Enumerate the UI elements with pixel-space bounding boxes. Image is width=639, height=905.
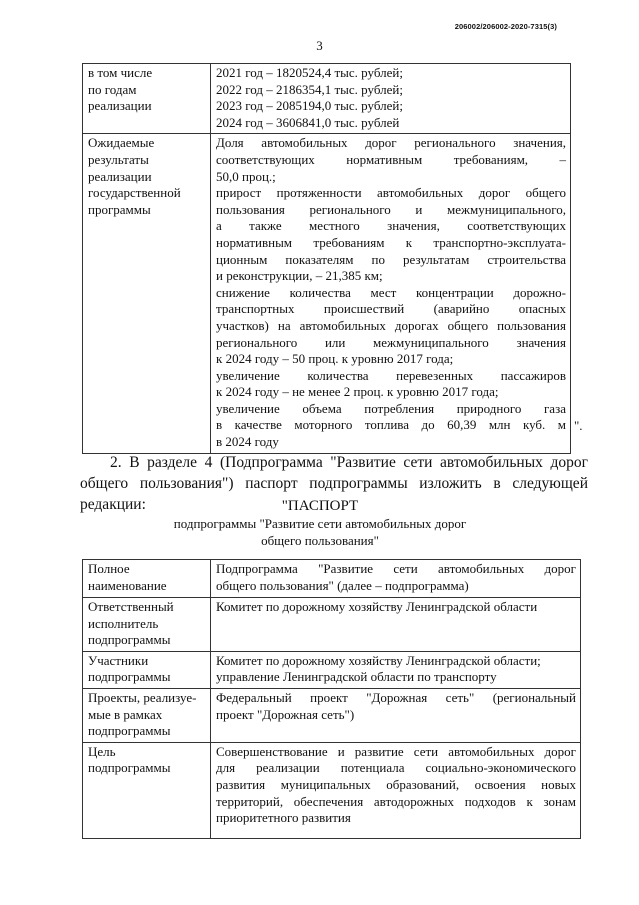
subprogram-passport-table (82, 559, 581, 839)
passport-title (60, 497, 580, 549)
row-label-cell (83, 560, 211, 598)
value-line: управление Ленинградской области по транспорту (216, 669, 497, 685)
label-line: подпрограммы (88, 760, 171, 776)
label-line: реализации (88, 98, 152, 114)
table-row (83, 598, 581, 652)
value-line: Федеральный проект "Дорожная сеть" (региональный (216, 689, 576, 705)
label-line: программы (88, 201, 151, 217)
value-line: увеличение количества перевезенных пассажиров (216, 367, 566, 383)
label-line: подпрограммы (88, 632, 171, 648)
value-line: в качестве моторного топлива до 60,39 млн куб. м (216, 417, 566, 433)
label-line: государственной (88, 185, 181, 201)
label-line: в том числе (88, 65, 153, 80)
row-value-cell (211, 651, 581, 688)
value-line: и реконструкции, – 21,385 км; (216, 268, 383, 284)
row-value-cell (211, 560, 581, 598)
value-line: Совершенствование и развитие сети автомобильных дорог (216, 743, 576, 759)
expected-results-cell (211, 134, 571, 453)
table-row (83, 560, 581, 598)
value-line: Доля автомобильных дорог регионального значения, (216, 135, 566, 151)
row-value-cell (211, 742, 581, 838)
value-line: развития муниципальных образований, освоения новых (216, 776, 576, 792)
table-row (83, 688, 581, 742)
label-line: Ответственный (88, 599, 174, 614)
value-line: Комитет по дорожному хозяйству Ленинградской области (216, 599, 538, 614)
value-line: 2024 год – 3606841,0 тыс. рублей (216, 114, 400, 130)
label-line: реализации (88, 168, 152, 184)
label-line: подпрограммы (88, 723, 171, 739)
closing-quote-mark: ". (574, 418, 583, 433)
value-line: к 2024 году – не менее 2 проц. к уровню 2017 года; (216, 384, 499, 400)
program-passport-table-continued (82, 63, 571, 454)
value-line: 2022 год – 2186354,1 тыс. рублей; (216, 81, 403, 97)
value-line: увеличение объема потребления природного газа (216, 400, 566, 416)
value-line: пользования регионального и межмуниципального, (216, 201, 566, 217)
value-line: общего пользования" (далее – подпрограмма) (216, 577, 469, 593)
label-line: Проекты, реализуе- (88, 689, 197, 705)
value-line: для реализации потенциала социально-экономического (216, 760, 576, 776)
value-line: соответствующих нормативным требованиям, – (216, 151, 566, 167)
value-line: нормативным требованиям к транспортно-эксплуата- (216, 234, 566, 250)
table-row (83, 651, 581, 688)
value-line: 50,0 проц.; (216, 168, 276, 184)
row-value-cell (211, 64, 571, 134)
value-line: а также местного значения, соответствующих (216, 218, 566, 234)
label-line: Участники (88, 652, 149, 668)
title-line: общего пользования" (261, 533, 379, 548)
value-line: территорий, обеспечения автодорожных подходов к зонам (216, 793, 576, 809)
value-line: в 2024 году (216, 434, 279, 450)
value-line: ционным показателям по результатам строительства (216, 251, 566, 267)
table-row (83, 742, 581, 838)
row-label-cell (83, 688, 211, 742)
row-label-cell (83, 598, 211, 652)
title-line: подпрограммы "Развитие сети автомобильных дорог (173, 516, 467, 531)
value-line: регионального или межмуниципального значения (216, 334, 566, 350)
value-line: снижение количества мест концентрации дорожно- (216, 284, 566, 300)
label-line: исполнитель (88, 615, 159, 631)
value-line: приоритетного развития (216, 810, 351, 826)
table-row (83, 64, 571, 134)
row-label-cell (83, 742, 211, 838)
label-line: по годам (88, 81, 137, 97)
value-line: 2023 год – 2085194,0 тыс. рублей; (216, 98, 403, 114)
label-line: мые в рамках (88, 706, 163, 722)
label-line: наименование (88, 577, 167, 593)
value-line: 2021 год – 1820524,4 тыс. рублей; (216, 65, 403, 80)
value-line: участков) на автомобильных дорогах общего пользования (216, 317, 566, 333)
row-value-cell (211, 688, 581, 742)
label-line: подпрограммы (88, 669, 171, 685)
value-line: к 2024 году – 50 проц. к уровню 2017 года; (216, 351, 454, 367)
value-line: проект "Дорожная сеть") (216, 706, 355, 722)
value-line: прирост протяженности автомобильных дорог общего (216, 185, 566, 201)
page-number: 3 (316, 38, 323, 53)
title-line: "ПАСПОРТ (281, 498, 359, 514)
row-label-cell (83, 651, 211, 688)
label-line: Ожидаемые (88, 135, 155, 151)
row-label-cell (83, 64, 211, 134)
label-line: результаты (88, 151, 149, 167)
value-line: Комитет по дорожному хозяйству Ленинградской области; (216, 652, 541, 668)
value-line: транспортных происшествий (аварийно опасных (216, 301, 566, 317)
label-line: Цель (88, 743, 116, 759)
row-label-cell (83, 134, 211, 453)
document-code: 206002/206002-2020-7315(3) (454, 22, 557, 31)
amendment-paragraph: 2. В разделе 4 (Подпрограмма "Развитие сети автомобильных дорог общего пользования") паспорт подпрограммы изложить в следующей редакции: (80, 454, 588, 513)
label-line: Полное (88, 561, 130, 576)
row-value-cell (211, 598, 581, 652)
table-row (83, 134, 571, 453)
value-line: Подпрограмма "Развитие сети автомобильных дорог (216, 561, 576, 576)
